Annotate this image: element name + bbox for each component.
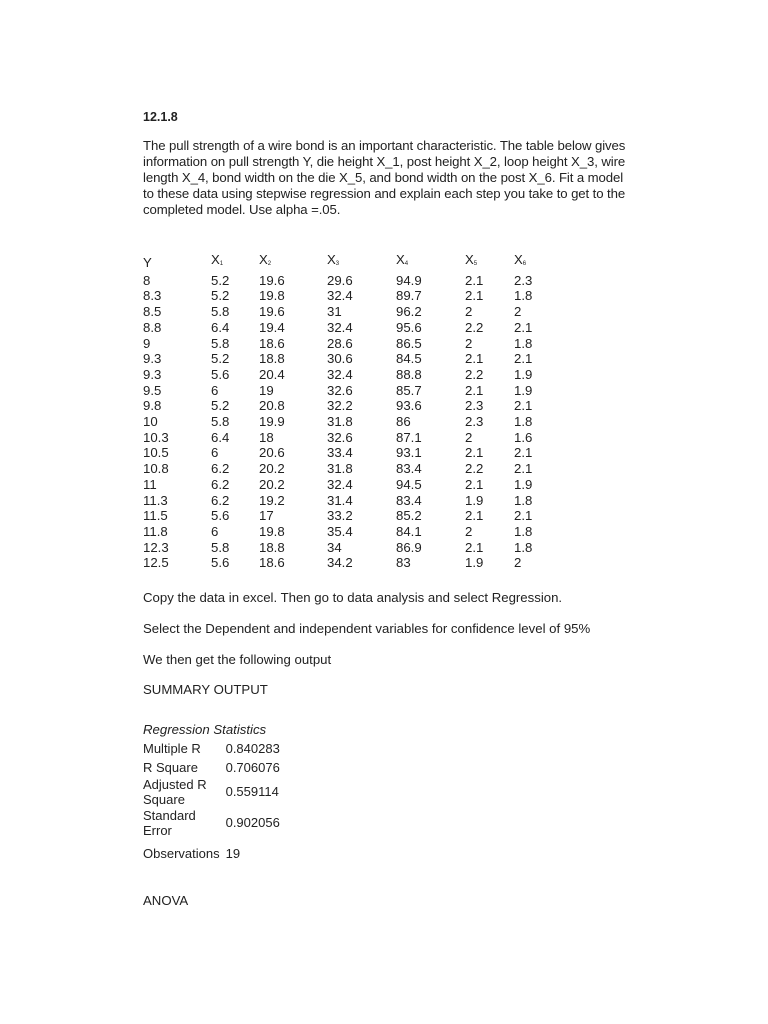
table-cell: 2.2 xyxy=(465,319,484,335)
stats-value: 0.902056 xyxy=(225,815,280,830)
table-row xyxy=(143,398,554,414)
table-cell: 6.2 xyxy=(211,461,230,477)
stats-row-r-square xyxy=(141,758,282,776)
table-row xyxy=(143,414,554,430)
stats-value: 0.840283 xyxy=(225,740,280,756)
stats-label: Multiple R xyxy=(143,740,201,756)
table-cell: 10.8 xyxy=(143,461,169,477)
table-cell: 18.8 xyxy=(259,351,285,367)
table-cell: 86.5 xyxy=(396,335,422,351)
table-cell: 2.1 xyxy=(465,272,484,288)
stats-row-multiple-r xyxy=(141,738,282,758)
table-cell: 18.8 xyxy=(259,539,285,555)
table-cell: 20.6 xyxy=(259,445,285,461)
stats-row-adjusted-r-square xyxy=(141,776,282,807)
table-cell: 20.2 xyxy=(259,476,285,492)
table-cell: 33.2 xyxy=(327,508,353,524)
problem-statement: The pull strength of a wire bond is an important characteristic. The table below gives information on pull strength Y, die height X_1, post height X_2, loop height X_3, wire length X_4, bond width on the die X_5, and bond width on the post X_6. Fit a model to these data using stepwise regression and explain each step you take to get to the completed model. Use alpha =.05. xyxy=(143,138,626,217)
table-cell: 8.8 xyxy=(143,319,162,335)
table-cell: 32.4 xyxy=(327,288,353,304)
instruction-output: We then get the following output xyxy=(143,652,332,667)
data-table xyxy=(143,252,554,571)
table-cell: 1.8 xyxy=(514,288,533,304)
table-cell: 96.2 xyxy=(396,304,422,320)
stats-label: Standard Error xyxy=(143,807,196,838)
table-cell: 12.5 xyxy=(143,555,169,571)
table-cell: 6.4 xyxy=(211,319,230,335)
table-cell: 5.6 xyxy=(211,555,230,571)
column-header-subscript: 2 xyxy=(267,261,272,267)
table-cell: 84.1 xyxy=(396,523,422,539)
table-cell: 94.9 xyxy=(396,272,422,288)
table-cell: 1.8 xyxy=(514,335,533,351)
table-cell: 88.8 xyxy=(396,366,422,382)
table-cell: 12.3 xyxy=(143,539,169,555)
table-row xyxy=(143,351,554,367)
table-cell: 19 xyxy=(259,382,274,398)
column-header xyxy=(465,252,514,273)
table-cell: 2.1 xyxy=(465,445,484,461)
table-cell: 1.8 xyxy=(514,414,533,430)
table-cell: 1.9 xyxy=(514,382,533,398)
table-cell: 31.8 xyxy=(327,414,353,430)
stats-row-observations xyxy=(141,838,282,869)
table-cell: 87.1 xyxy=(396,429,422,445)
table-cell: 9.5 xyxy=(143,382,162,398)
table-cell: 32.4 xyxy=(327,476,353,492)
table-cell: 6 xyxy=(211,523,219,539)
table-cell: 10.5 xyxy=(143,445,169,461)
table-cell: 86 xyxy=(396,414,411,430)
table-cell: 5.2 xyxy=(211,272,230,288)
table-cell: 6.2 xyxy=(211,492,230,508)
table-cell: 11.5 xyxy=(143,508,168,524)
table-cell: 32.4 xyxy=(327,319,353,335)
table-cell: 20.2 xyxy=(259,461,285,477)
table-cell: 32.6 xyxy=(327,429,353,445)
table-cell: 30.6 xyxy=(327,351,353,367)
table-cell: 5.6 xyxy=(211,366,230,382)
table-cell: 2.1 xyxy=(514,461,533,477)
table-cell: 2.1 xyxy=(465,288,484,304)
column-header-label: X xyxy=(327,252,336,267)
column-header-label: X xyxy=(465,252,474,267)
table-cell: 19.8 xyxy=(259,288,285,304)
table-cell: 35.4 xyxy=(327,523,353,539)
table-cell: 18.6 xyxy=(259,555,285,571)
table-cell: 31 xyxy=(327,304,342,320)
table-cell: 20.8 xyxy=(259,398,285,414)
table-row xyxy=(143,367,554,383)
table-cell: 83.4 xyxy=(396,492,422,508)
table-cell: 1.8 xyxy=(514,523,533,539)
table-cell: 32.6 xyxy=(327,382,353,398)
table-row xyxy=(143,288,554,304)
table-cell: 32.2 xyxy=(327,398,353,414)
table-cell: 83.4 xyxy=(396,461,422,477)
column-header xyxy=(514,252,554,273)
table-cell: 5.8 xyxy=(211,304,230,320)
table-cell: 2.1 xyxy=(514,319,533,335)
table-cell: 10 xyxy=(143,414,158,430)
table-cell: 83 xyxy=(396,555,411,571)
table-cell: 85.7 xyxy=(396,382,422,398)
table-cell: 2 xyxy=(465,523,473,539)
table-cell: 2.3 xyxy=(465,398,484,414)
table-cell: 2 xyxy=(465,335,473,351)
stats-row-standard-error xyxy=(141,807,282,838)
table-cell: 5.2 xyxy=(211,398,230,414)
table-cell: 2.2 xyxy=(465,366,484,382)
table-cell: 2 xyxy=(514,304,522,320)
table-row xyxy=(143,445,554,461)
table-cell: 2.1 xyxy=(514,351,533,367)
table-cell: 31.8 xyxy=(327,461,353,477)
table-cell: 84.5 xyxy=(396,351,422,367)
table-row xyxy=(143,461,554,477)
table-cell: 2.1 xyxy=(465,351,484,367)
table-cell: 6.2 xyxy=(211,476,230,492)
table-cell: 19.9 xyxy=(259,414,285,430)
stats-label: R Square xyxy=(143,759,198,775)
table-cell: 1.9 xyxy=(465,492,484,508)
table-cell: 95.6 xyxy=(396,319,422,335)
table-cell: 19.4 xyxy=(259,319,285,335)
table-cell: 8.3 xyxy=(143,288,162,304)
stats-label: Adjusted R Square xyxy=(143,776,207,807)
table-cell: 86.9 xyxy=(396,539,422,555)
table-cell: 94.5 xyxy=(396,476,422,492)
table-cell: 9.8 xyxy=(143,398,162,414)
table-row xyxy=(143,540,554,556)
table-cell: 1.6 xyxy=(514,429,533,445)
table-cell: 28.6 xyxy=(327,335,353,351)
table-cell: 19.2 xyxy=(259,492,285,508)
table-cell: 18 xyxy=(259,429,274,445)
table-cell: 11.8 xyxy=(143,523,168,539)
table-cell: 2.1 xyxy=(465,508,484,524)
table-cell: 9.3 xyxy=(143,351,162,367)
table-cell: 1.9 xyxy=(465,555,484,571)
table-cell: 18.6 xyxy=(259,335,285,351)
stats-label: Observations xyxy=(143,846,220,861)
table-cell: 2.1 xyxy=(514,445,533,461)
table-row xyxy=(143,304,554,320)
table-cell: 2.2 xyxy=(465,461,484,477)
table-cell: 19.6 xyxy=(259,272,285,288)
table-cell: 2.3 xyxy=(514,272,533,288)
table-cell: 32.4 xyxy=(327,366,353,382)
regression-statistics-table xyxy=(141,738,282,869)
table-cell: 2.3 xyxy=(465,414,484,430)
column-header xyxy=(143,252,211,273)
table-row xyxy=(143,383,554,399)
table-cell: 1.8 xyxy=(514,492,533,508)
table-row xyxy=(143,524,554,540)
table-cell: 11.3 xyxy=(143,492,168,508)
table-row xyxy=(143,430,554,446)
column-header-subscript: 1 xyxy=(219,261,224,267)
table-header-row xyxy=(143,252,554,273)
table-cell: 1.9 xyxy=(514,366,533,382)
table-cell: 1.8 xyxy=(514,539,533,555)
table-row xyxy=(143,477,554,493)
column-header xyxy=(327,252,396,273)
column-header xyxy=(211,252,259,273)
table-cell: 6 xyxy=(211,382,219,398)
column-header-subscript: 5 xyxy=(473,261,478,267)
instruction-copy-data: Copy the data in excel. Then go to data analysis and select Regression. xyxy=(143,590,563,605)
table-cell: 34.2 xyxy=(327,555,353,571)
column-header-subscript: 3 xyxy=(335,261,340,267)
instruction-select-variables: Select the Dependent and independent variables for confidence level of 95% xyxy=(143,621,591,636)
table-cell: 8.5 xyxy=(143,304,162,320)
column-header-label: Y xyxy=(143,254,152,270)
table-cell: 2.1 xyxy=(465,539,484,555)
table-cell: 34 xyxy=(327,539,342,555)
table-cell: 1.9 xyxy=(514,476,533,492)
stats-value: 0.706076 xyxy=(225,759,280,775)
table-cell: 11 xyxy=(143,476,157,492)
column-header-subscript: 4 xyxy=(404,261,409,267)
stats-value: 19 xyxy=(225,846,241,861)
table-cell: 6.4 xyxy=(211,429,230,445)
stats-value: 0.559114 xyxy=(225,784,279,799)
column-header-label: X xyxy=(259,252,268,267)
table-cell: 89.7 xyxy=(396,288,422,304)
summary-output-title: SUMMARY OUTPUT xyxy=(143,682,268,697)
table-cell: 29.6 xyxy=(327,272,353,288)
column-header xyxy=(259,252,327,273)
table-cell: 20.4 xyxy=(259,366,285,382)
table-cell: 9 xyxy=(143,335,151,351)
table-row xyxy=(143,508,554,524)
table-cell: 2.1 xyxy=(514,508,533,524)
table-cell: 93.6 xyxy=(396,398,422,414)
table-row xyxy=(143,555,554,571)
column-header-label: X xyxy=(514,252,523,267)
table-cell: 85.2 xyxy=(396,508,422,524)
table-cell: 2.1 xyxy=(465,476,484,492)
table-cell: 19.8 xyxy=(259,523,285,539)
table-cell: 8 xyxy=(143,272,151,288)
column-header-subscript: 6 xyxy=(522,261,527,267)
table-cell: 5.2 xyxy=(211,288,230,304)
regression-statistics-title: Regression Statistics xyxy=(143,722,267,737)
column-header xyxy=(396,252,465,273)
table-cell: 33.4 xyxy=(327,445,353,461)
anova-title: ANOVA xyxy=(143,893,189,908)
table-cell: 6 xyxy=(211,445,219,461)
table-cell: 5.8 xyxy=(211,539,230,555)
column-header-label: X xyxy=(211,252,220,267)
table-cell: 5.2 xyxy=(211,351,230,367)
table-cell: 2.1 xyxy=(465,382,484,398)
problem-number: 12.1.8 xyxy=(143,110,178,124)
table-cell: 19.6 xyxy=(259,304,285,320)
table-cell: 2 xyxy=(465,429,473,445)
column-header-label: X xyxy=(396,252,405,267)
table-cell: 5.8 xyxy=(211,335,230,351)
table-cell: 93.1 xyxy=(396,445,422,461)
table-cell: 5.8 xyxy=(211,414,230,430)
table-cell: 10.3 xyxy=(143,429,169,445)
table-cell: 5.6 xyxy=(211,508,230,524)
table-cell: 9.3 xyxy=(143,366,162,382)
table-cell: 31.4 xyxy=(327,492,353,508)
table-cell: 17 xyxy=(259,508,274,524)
table-row xyxy=(143,336,554,352)
table-row xyxy=(143,273,554,289)
table-row xyxy=(143,493,554,509)
table-cell: 2 xyxy=(465,304,473,320)
table-cell: 2.1 xyxy=(514,398,533,414)
table-row xyxy=(143,320,554,336)
table-cell: 2 xyxy=(514,555,522,571)
